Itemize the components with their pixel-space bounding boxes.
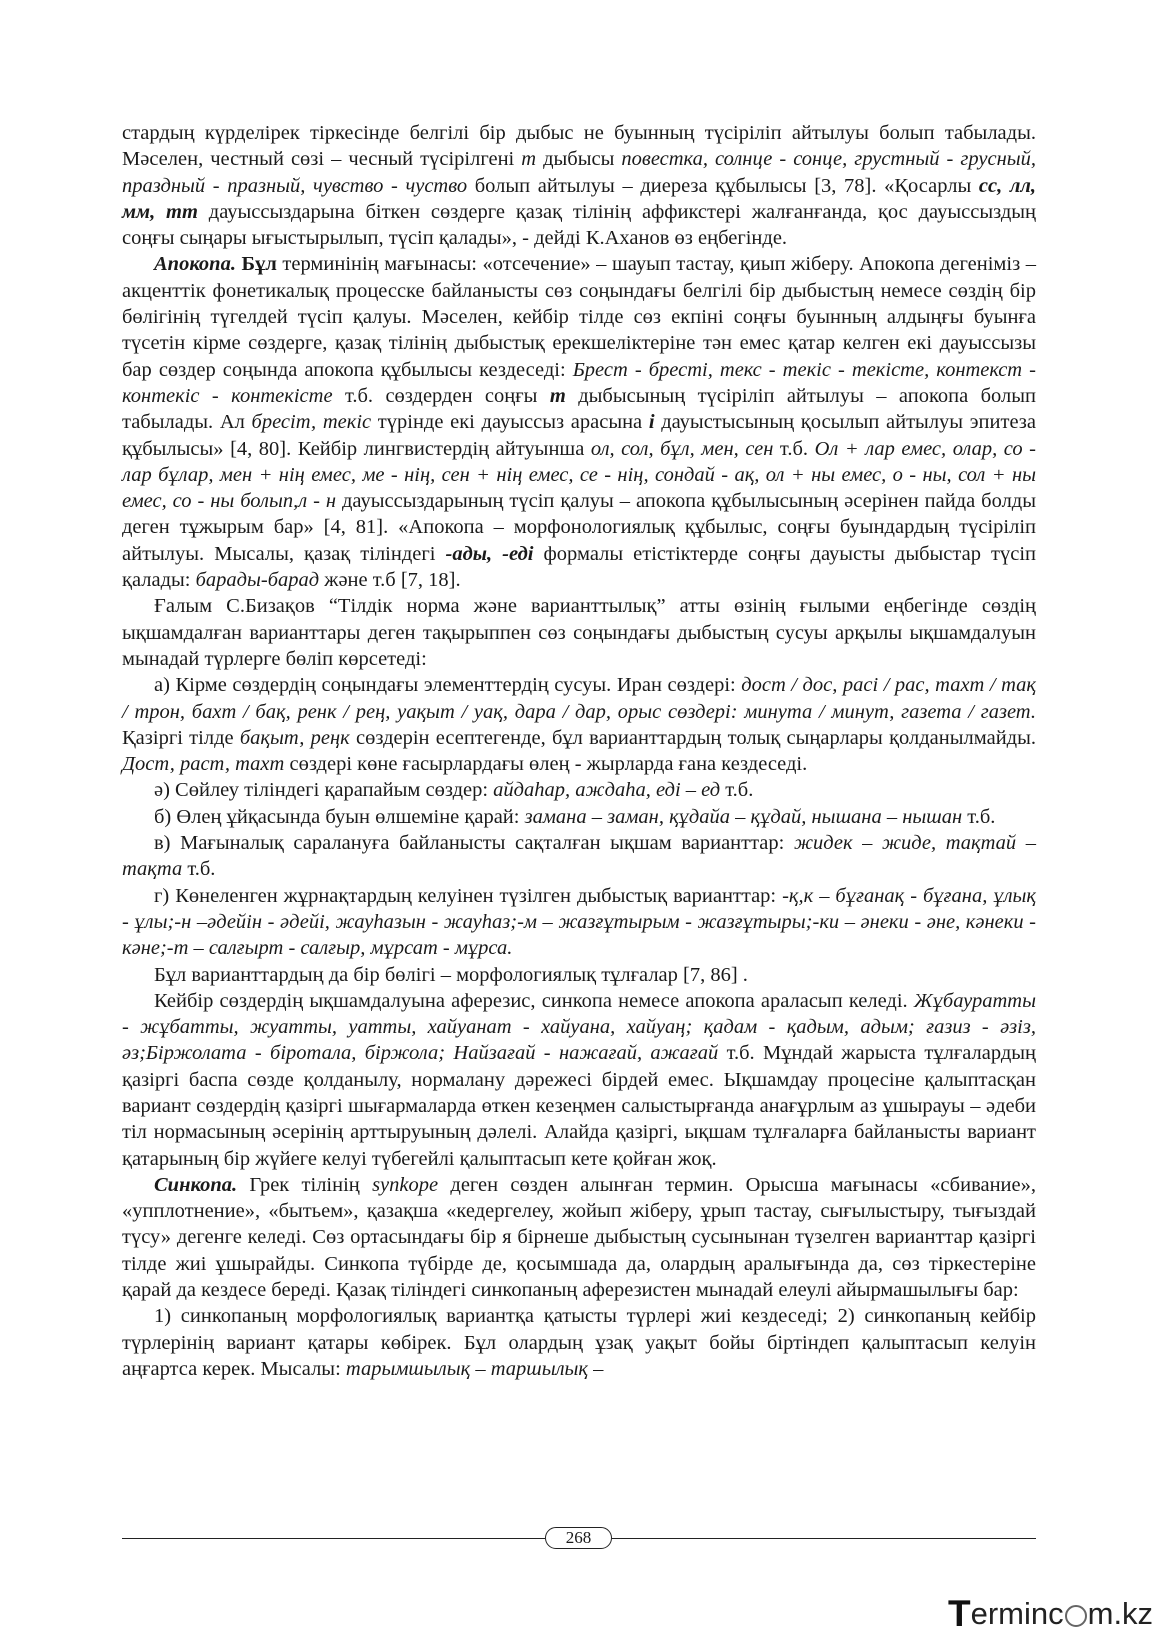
termincom-watermark (948, 1594, 1153, 1634)
text-run: стардың күрделірек тіркесінде белгілі бір дыбыс не буынның түсіріліп айтылуы болып табылады. Мәселен, честный сөзі – чесный түсірілгені (122, 122, 1036, 171)
text-run: т.б. Мұндай жарыста тұлғалардың қазіргі баспа сөзде қолданылу, нормалану дәрежесі бірдей емес. Ықшамдау процесіне қалыптасқан вариант сөздердің қазіргі шығармаларда өткен кезеңмен салыстырғанда анағұрлым аз ұшырауы – әдеби тіл нормасының әсерінің арттыруының дәлелі. Алайда қазіргі, ықшам тұлғаларға байланысты вариант қатарының бір жүйеге келуі түбегейлі қалыптасып кете қойған жоқ. (122, 1042, 1036, 1170)
text-run: замана – заман, құдайа – құдай, нышана – нышан (524, 805, 963, 828)
text-run: Ғалым С.Бизақов “Тілдік норма және варианттылық” атты өзінің ғылыми еңбегінде сөздің ықшамдалған варианттары деген тақырыппен сөз соңындағы дыбыстың сусуы арқылы ықшамдалуын мынадай түрлерге бөліп көрсетеді: (122, 595, 1036, 670)
text-run: Қазіргі тілде (122, 726, 240, 749)
text-run: -ады, -еді (445, 542, 534, 565)
watermark-initial: T (948, 1593, 971, 1634)
paragraph (122, 251, 1036, 593)
text-run: г) Көнеленген жұрнақтардың келуінен түзілген дыбыстық варианттар: (154, 884, 783, 907)
paragraph (122, 804, 1036, 830)
text-run: ол, сол, бұл, мен, сен (590, 437, 774, 460)
text-run: және т.б [7, 18]. (319, 569, 461, 592)
text-run: в) Мағыналық саралануға байланысты сақталған ықшам варианттар: (154, 832, 794, 855)
text-run: т (521, 148, 537, 171)
body-text (122, 120, 1036, 1382)
text-run: -қ,к – бұғанақ - бұғана, ұлық - ұлы;-н –әдейін - әдейі, жауһазын - жауһаз;-м – жазғұтырым - жазғұтыры;-ки – әнеки - әне, кәнеки - кәне;-т – салғырт - салғыр, мұрсат - мұрса. (122, 884, 1036, 960)
text-run: т.б. сөздерден соңғы (332, 384, 550, 407)
text-run: т.б. (773, 437, 815, 460)
paragraph (122, 593, 1036, 672)
text-run: Ол + лар емес, олар, со - лар бұлар, мен + нің емес, ме - нің, сен + нің емес, се - нің, сондай - ақ, ол + ны емес, о - ны, сол + ны емес, со - ны болып,л - н (122, 437, 1036, 513)
text-run: т (549, 384, 566, 407)
watermark-text-start: erminc (970, 1596, 1064, 1631)
text-run: Бұл (241, 253, 277, 276)
watermark-text-end: m.kz (1087, 1596, 1154, 1631)
text-run: тарымшылық – таршылық – (345, 1357, 604, 1380)
page-number: 268 (545, 1527, 612, 1549)
text-run: бресіт, текіс (251, 411, 372, 434)
text-run: дыбысының түсіріліп айтылуы – апокопа болып табылады. Ал (122, 384, 1036, 434)
text-run: Брест - бресті, текс - текіс - текісте, контекст - контекіс - контекісте (122, 358, 1036, 407)
text-run: терминінің мағынасы: «отсечение» – шауып тастау, қиып жіберу. Апокопа дегеніміз – акценттік фонетикалық процесске байланысты сөз соңындағы белгілі бір дыбыстың немесе сөздің бір бөлігінің түгелдей түсіп қалуы. Мәселен, кейбір тілде сөз екпіні соңғы буынның алдыңғы буынға түсетін кірме сөздерге, қазақ тілінің дыбыстық ерекшеліктеріне тән емес қатар келген екі дауыссызы бар сөздер соңында апокопа құбылысы кездеседі: (122, 253, 1036, 381)
text-run: түрінде екі дауыссыз арасына (371, 411, 649, 434)
text-run: айдаһар, аждаһа, еді – ед (493, 779, 721, 802)
paragraph (122, 988, 1036, 1172)
text-run: жидек – жиде, тақтай – тақта (122, 832, 1036, 881)
text-run: барады-барад (195, 569, 320, 592)
paragraph (122, 962, 1036, 988)
text-run: а) Кірме сөздердің соңындағы элементтердің сусуы. Иран сөздері: (154, 674, 742, 697)
text-run: дыбысы (536, 148, 622, 171)
text-run: т.б. (720, 779, 754, 802)
text-run: Бұл варианттардың да бір бөлігі – морфологиялық тұлғалар [7, 86] . (154, 963, 748, 986)
watermark-o-circle-icon (1065, 1605, 1087, 1627)
text-run: Синкопа. (154, 1173, 238, 1196)
text-run: Жұбауратты - жұбатты, жуатты, уатты, хайуанат - хайуана, хайуаң; қадам - қадым, адым; ғазиз - әзіз, әз;Біржолата - біротала, біржола; Найзағай - нажағай, ажағай (122, 989, 1036, 1065)
text-run: дауыссыздарына біткен сөздерге қазақ тілінің аффикстері жалғанғанда, қос дауыссыздың соңғы сыңары ығыстырылып, түсіп қалады», - дейді К.Аханов өз еңбегінде. (122, 200, 1037, 250)
text-run: Грек тілінің (237, 1173, 373, 1196)
text-run: б) Өлең ұйқасында буын өлшеміне қарай: (154, 805, 525, 828)
text-run: формалы етістіктерде соңғы дауысты дыбыстар түсіп қалады: (122, 542, 1036, 592)
text-run: болып айтылуы – диереза құбылысы [3, 78]. «Қосарлы (467, 174, 979, 197)
paragraph (122, 830, 1036, 883)
text-run: т.б. (182, 858, 216, 881)
paragraph (122, 1303, 1036, 1382)
paragraph (122, 883, 1036, 962)
text-run: synkope (372, 1173, 439, 1196)
text-run: Дост, раст, тахт (122, 753, 285, 776)
text-run: т.б. (962, 805, 996, 828)
paragraph (122, 777, 1036, 803)
paragraph (122, 120, 1036, 251)
text-run: сөздерін есептегенде, бұл варианттардың толық сыңарлары қолданылмайды. (349, 726, 1036, 749)
text-run: ә) Сөйлеу тіліндегі қарапайым сөздер: (154, 779, 494, 802)
text-run: сс, лл, мм, тт (122, 174, 1036, 223)
text-run: і (648, 411, 655, 434)
text-run: деген сөзден алынған термин. Орысша мағынасы «сбивание», «упплотнение», «бытьем», қазақша «кедергелеу, жойып жіберу, ұрып тастау, сығылыстыру, тығыздай түсу» дегенге келеді. Сөз ортасындағы бір я бірнеше дыбыстың сусынынан түзелген варианттар қазіргі тілде жиі ұшырайды. Синкопа түбірде де, қосымшада да, олардың аралығында да, сөз тіркестеріне қарай да кездесе береді. Қазақ тіліндегі синкопаның аферезистен мынадай елеулі айырмашылығы бар: (122, 1173, 1036, 1302)
text-run: повестка, солнце - сонце, грустный - грусный, праздный - празный, чувство - чуство (122, 148, 1036, 197)
text-run: сөздері көне ғасырлардағы өлең - жырларда ғана кездеседі. (284, 753, 808, 776)
text-run: 1) синкопаның морфологиялық вариантқа қатысты түрлері жиі кездеседі; 2) синкопаның кейбір түрлерінің вариант қатары көбірек. Бұл олардың ұзақ уақыт бойы біртіндеп қалыптасып келуін аңғартса керек. Мысалы: (122, 1305, 1036, 1380)
text-run: Кейбір сөздердің ықшамдалуына аферезис, синкопа немесе апокопа араласып келеді. (154, 989, 914, 1012)
text-run: Апокопа. (154, 253, 236, 276)
text-run: дауыссыздарының түсіп қалуы – апокопа құбылысының әсерінен пайда болды деген тұжырым бар» [4, 81]. «Апокопа – морфонологиялық құбылыс, соңғы буындардың түсіріліп айтылуы. Мысалы, қазақ тіліндегі (122, 490, 1036, 565)
footer-rule-left (122, 1538, 545, 1539)
paragraph (122, 1172, 1036, 1303)
text-run: бақыт, реңк (239, 726, 350, 749)
paragraph (122, 672, 1036, 777)
text-run: дауыстысының қосылып айтылуы эпитеза құбылысы» [4, 80]. Кейбір лингвистердің айтуынша (122, 411, 1036, 460)
text-run: дост / дос, расі / рас, тахт / тақ / трон, бахт / бақ, ренк / рең, уақыт / уақ, дара / дар, орыс сөздері: минута / минут, газета / газет. (122, 674, 1036, 723)
footer-rule-right (612, 1538, 1036, 1539)
